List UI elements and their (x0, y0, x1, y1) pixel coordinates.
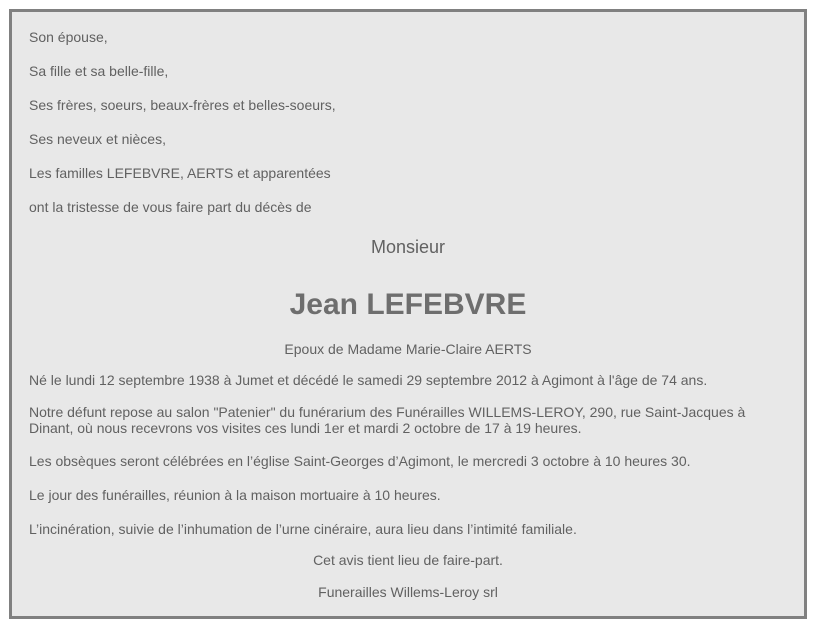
funeral-service-paragraph: Les obsèques seront célébrées en l’église Saint-Georges d’Agimont, le mercredi 3 octobre à 10 heures 30. (29, 453, 691, 469)
deceased-name: Jean LEFEBVRE (289, 288, 527, 321)
intro-line-siblings: Ses frères, soeurs, beaux-frères et belles-soeurs, (29, 97, 336, 113)
intro-line-spouse: Son épouse, (29, 29, 108, 45)
intro-line-daughter: Sa fille et sa belle-fille, (29, 63, 169, 79)
cremation-paragraph: L’incinération, suivie de l’inhumation de l’urne cinéraire, aura lieu dans l’intimité familiale. (29, 521, 577, 537)
intro-line-families: Les familles LEFEBVRE, AERTS et apparentées (29, 165, 331, 181)
honorific: Monsieur (370, 237, 446, 257)
signature: Funerailles Willems-Leroy srl (318, 584, 498, 600)
obituary-notice (9, 9, 807, 619)
intro-line-announcement: ont la tristesse de vous faire part du décès de (29, 199, 312, 215)
intro-line-nephews: Ses neveux et nièces, (29, 131, 166, 147)
closing-note: Cet avis tient lieu de faire-part. (313, 552, 503, 568)
birth-death-paragraph: Né le lundi 12 septembre 1938 à Jumet et décédé le samedi 29 septembre 2012 à Agimont à l'âge de 74 ans. (29, 372, 708, 388)
spouse-line: Epoux de Madame Marie-Claire AERTS (284, 341, 532, 357)
funerarium-paragraph: Notre défunt repose au salon "Patenier" du funérarium des Funérailles WILLEMS-LEROY, 290, rue Saint-Jacques à Dinant, où nous recevrons vos visites ces lundi 1er et mardi 2 octobre de 17 à 19 heures. (29, 404, 746, 436)
gathering-paragraph: Le jour des funérailles, réunion à la maison mortuaire à 10 heures. (29, 487, 441, 503)
